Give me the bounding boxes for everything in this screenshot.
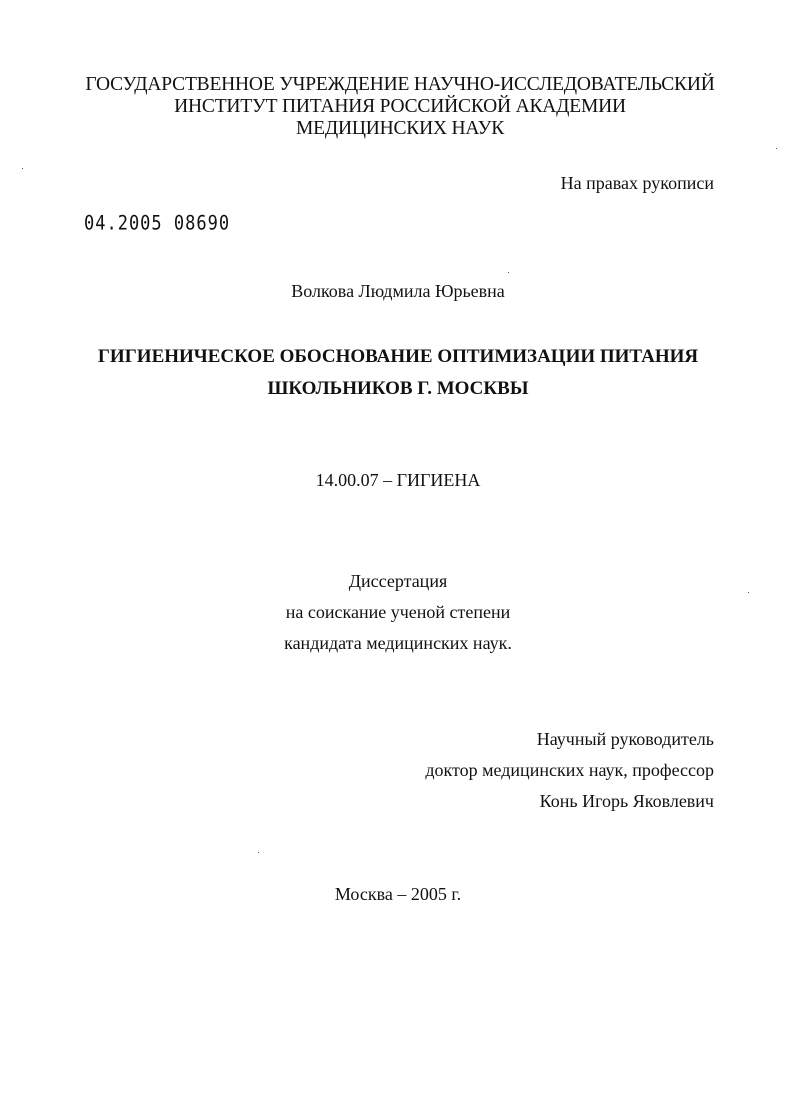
scan-speck — [508, 272, 509, 273]
archive-number-stamp: 04.2005 08690 — [84, 212, 231, 235]
dissertation-title — [40, 341, 756, 405]
institution-line-3: МЕДИЦИНСКИХ НАУК — [296, 118, 504, 139]
specialty-code: 14.00.07 – ГИГИЕНА — [315, 470, 481, 490]
institution-header — [60, 74, 740, 140]
degree-statement — [0, 566, 796, 659]
degree-line-3: кандидата медицинских наук. — [284, 633, 512, 653]
supervisor-name: Конь Игорь Яковлевич — [539, 791, 714, 811]
title-line-1: ГИГИЕНИЧЕСКОЕ ОБОСНОВАНИЕ ОПТИМИЗАЦИИ ПИТАНИЯ — [97, 346, 699, 367]
scan-speck — [22, 168, 23, 169]
city-year: Москва – 2005 г. — [334, 884, 462, 904]
supervisor-role: Научный руководитель — [536, 729, 714, 749]
degree-line-2: на соискание ученой степени — [285, 602, 511, 622]
supervisor-credentials: доктор медицинских наук, профессор — [425, 760, 714, 780]
scan-speck — [776, 148, 777, 149]
rights-notice: На правах рукописи — [560, 173, 714, 193]
title-line-2: ШКОЛЬНИКОВ Г. МОСКВЫ — [267, 378, 529, 399]
scan-speck — [258, 852, 259, 853]
institution-line-2: ИНСТИТУТ ПИТАНИЯ РОССИЙСКОЙ АКАДЕМИИ — [174, 96, 626, 117]
scan-speck — [748, 592, 749, 593]
institution-line-1: ГОСУДАРСТВЕННОЕ УЧРЕЖДЕНИЕ НАУЧНО-ИССЛЕДОВАТЕЛЬСКИЙ — [85, 74, 715, 95]
degree-line-1: Диссертация — [348, 571, 448, 591]
author-name: Волкова Людмила Юрьевна — [291, 281, 505, 301]
supervisor-block — [425, 724, 714, 817]
